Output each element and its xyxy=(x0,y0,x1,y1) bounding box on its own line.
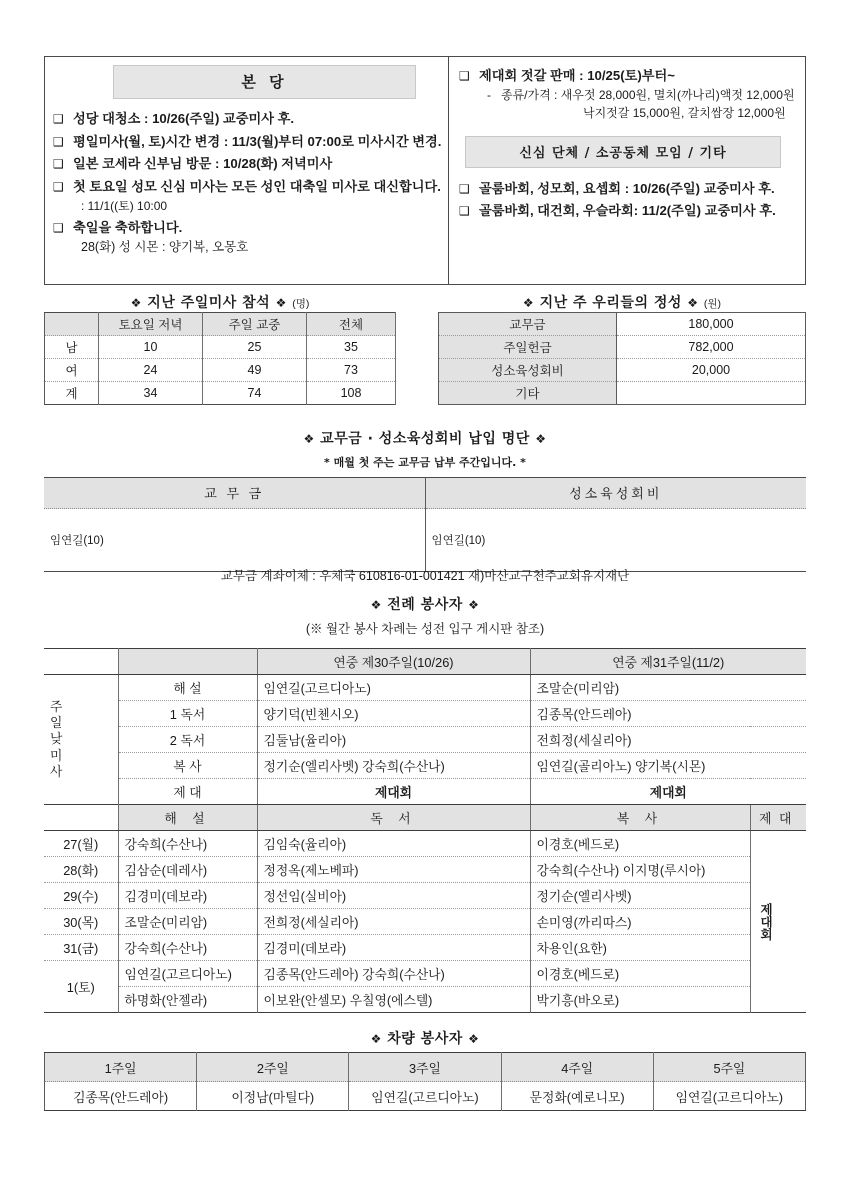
cell-value xyxy=(617,382,806,405)
cell-value: 이보완(안셀모) 우칠영(에스텔) xyxy=(257,987,530,1013)
table-row xyxy=(44,675,806,701)
label-char: 낮 xyxy=(50,731,63,747)
cell-value: 24 xyxy=(99,359,203,382)
label-char: 주 xyxy=(50,698,63,714)
car-volunteers-section xyxy=(44,1052,806,1111)
cell-value: 강숙희(수산나) 이지명(루시아) xyxy=(530,857,750,883)
date-label: 28(화) xyxy=(44,857,118,883)
parish-notice-list xyxy=(53,110,440,256)
checkbox-icon: ❑ xyxy=(459,204,470,219)
cell-value: 정선임(실비아) xyxy=(257,883,530,909)
notice-text: 골룸바회, 성모회, 요셉회 : 10/26(주일) 교중미사 후. xyxy=(479,180,775,196)
cell-value: 임연길(고르디아노) xyxy=(257,675,530,701)
table-row xyxy=(44,909,806,935)
column-header: 성소육성회비 xyxy=(425,478,806,509)
table-header-row xyxy=(45,313,396,336)
column-header: 1주일 xyxy=(45,1053,197,1082)
cell-value: 정정옥(제노베파) xyxy=(257,857,530,883)
offering-table xyxy=(438,312,806,405)
attendance-section xyxy=(44,292,396,405)
sale-detail-line-2: 낙지젓갈 15,000원, 갈치쌈장 12,000원 xyxy=(583,105,786,120)
cell-value: 정기순(엘리사벳) xyxy=(530,883,750,909)
notice-text: 평일미사(월, 토)시간 변경 : 11/3(월)부터 07:00로 미사시간 변경. xyxy=(73,133,442,149)
checkbox-icon: ❑ xyxy=(459,181,470,196)
column-header: 5주일 xyxy=(653,1053,805,1082)
notice-text: 성당 대청소 : 10/26(주일) 교중미사 후. xyxy=(73,111,295,126)
offering-unit: (원) xyxy=(703,298,722,310)
parish-notices-panel xyxy=(45,57,449,284)
row-label: 주일헌금 xyxy=(439,336,617,359)
table-row xyxy=(44,509,806,572)
table-header-row xyxy=(44,649,806,675)
cell-value: 35 xyxy=(307,336,396,359)
volunteers-subtitle: (※ 월간 봉사 차례는 성전 입구 게시판 참조) xyxy=(305,622,545,636)
groups-banner: 신심 단체 / 소공동체 모임 / 기타 xyxy=(465,136,781,168)
table-row xyxy=(45,359,396,382)
list-item xyxy=(53,155,440,174)
cell-value: 73 xyxy=(307,359,396,382)
list-item xyxy=(53,178,440,215)
cell-value: 782,000 xyxy=(617,336,806,359)
list-item xyxy=(53,133,440,152)
column-header: 4주일 xyxy=(501,1053,653,1082)
cell-value: 180,000 xyxy=(688,317,734,331)
date-label: 1(토) xyxy=(44,961,118,1013)
payment-list-subtitle: * 매월 첫 주는 교무금 납부 주간입니다. * xyxy=(324,456,526,469)
column-header: 제 대 xyxy=(750,805,806,831)
groups-notices-panel xyxy=(449,57,805,284)
table-row xyxy=(44,831,806,857)
notice-text: 첫 토요일 성모 신심 미사는 모든 성인 대축일 미사로 대신합니다. xyxy=(73,179,441,195)
table-row xyxy=(44,779,806,805)
row-label: 계 xyxy=(45,382,99,405)
volunteers-title-text: 전례 봉사자 xyxy=(387,597,463,613)
notice-text: 축일을 축하합니다. xyxy=(73,219,183,235)
column-header: 복 사 xyxy=(530,805,750,831)
cell-value: 임연길(10) xyxy=(431,535,486,547)
cell-value: 제대회 xyxy=(530,779,806,805)
checkbox-icon: ❑ xyxy=(53,157,64,172)
table-row xyxy=(439,336,806,359)
table-row xyxy=(45,382,396,405)
table-row xyxy=(44,961,806,987)
notice-subtext: 28(화) 성 시몬 : 양기복, 오몽호 xyxy=(81,239,249,254)
cell-value: 강숙희(수산나) xyxy=(118,831,257,857)
row-label: 여 xyxy=(45,359,99,382)
label-char: 사 xyxy=(50,764,63,780)
cell-value: 손미영(까리따스) xyxy=(530,909,750,935)
table-row xyxy=(439,382,806,405)
table-row xyxy=(44,987,806,1013)
payment-list-title-text: 교무금 · 성소육성회비 납입 명단 xyxy=(320,431,530,447)
diamond-icon: ❖ xyxy=(130,296,142,310)
cell-value: 임연길(고르디아노) xyxy=(118,961,257,987)
offering-section xyxy=(438,292,806,405)
role-label: 2 독서 xyxy=(118,727,257,753)
volunteers-heading xyxy=(44,594,806,637)
column-header: 전체 xyxy=(307,313,396,336)
diamond-icon: ❖ xyxy=(468,598,480,612)
diamond-icon: ❖ xyxy=(687,296,699,310)
cell-value: 전희정(세실리아) xyxy=(530,727,806,753)
cell-value: 조말순(미리암) xyxy=(118,909,257,935)
role-label: 해 설 xyxy=(118,675,257,701)
payment-list-heading xyxy=(44,428,806,470)
cell-value: 박기흥(바오로) xyxy=(530,987,750,1013)
row-label: 남 xyxy=(45,336,99,359)
label-char: 일 xyxy=(50,714,63,730)
role-label: 1 독서 xyxy=(118,701,257,727)
row-label: 성소육성회비 xyxy=(439,359,617,382)
cell-value: 김종목(안드레아) 강숙희(수산나) xyxy=(257,961,530,987)
top-notice-box xyxy=(44,56,806,285)
attendance-unit: (명) xyxy=(292,298,310,310)
notice-subtext: : 11/1((토) 10:00 xyxy=(81,198,168,213)
list-item xyxy=(459,67,797,122)
column-header: 주일 교중 xyxy=(203,313,307,336)
column-header: 연중 제31주일(11/2) xyxy=(530,649,806,675)
cell-value: 이정남(마틸다) xyxy=(197,1082,349,1111)
list-item xyxy=(53,219,440,256)
diamond-icon: ❖ xyxy=(370,1032,382,1046)
groups-notice-list xyxy=(459,180,797,221)
table-header-row xyxy=(44,478,806,509)
checkbox-icon: ❑ xyxy=(53,180,64,195)
car-volunteers-title-text: 차량 봉사자 xyxy=(387,1031,463,1047)
cell-value: 이경호(베드로) xyxy=(530,961,750,987)
cell-value: 김경미(데보라) xyxy=(118,883,257,909)
cell-value: 20,000 xyxy=(617,359,806,382)
cell-value: 차용인(요한) xyxy=(530,935,750,961)
cell-value: 정기순(엘리사벳) 강숙희(수산나) xyxy=(257,753,530,779)
cell-value: 10 xyxy=(99,336,203,359)
cell-value: 34 xyxy=(99,382,203,405)
sale-detail-line-1 xyxy=(479,86,797,104)
cell-value: 하명화(안젤라) xyxy=(118,987,257,1013)
table-row xyxy=(45,336,396,359)
column-header xyxy=(44,805,118,831)
column-header: 연중 제30주일(10/26) xyxy=(257,649,530,675)
sale-notice-list xyxy=(459,67,797,122)
car-volunteers-heading xyxy=(44,1028,806,1048)
cell-value: 김종목(안드레아) xyxy=(45,1082,197,1111)
jedae-span-text: 제대회 xyxy=(758,902,773,941)
column-header: 토요일 저녁 xyxy=(99,313,203,336)
list-item xyxy=(459,180,797,199)
payment-list-section xyxy=(44,477,806,572)
table-row xyxy=(44,753,806,779)
parish-banner: 본 당 xyxy=(113,65,416,99)
attendance-title-text: 지난 주일미사 참석 xyxy=(147,295,271,311)
cell-value: 전희정(세실리아) xyxy=(257,909,530,935)
date-label: 27(월) xyxy=(44,831,118,857)
table-row xyxy=(439,359,806,382)
cell-value: 이경호(베드로) xyxy=(530,831,750,857)
column-header xyxy=(44,649,118,675)
cell-value: 74 xyxy=(203,382,307,405)
diamond-icon: ❖ xyxy=(535,432,547,446)
volunteers-section xyxy=(44,648,806,1013)
checkbox-icon: ❑ xyxy=(459,69,470,83)
offering-title-text: 지난 주 우리들의 정성 xyxy=(539,295,682,311)
role-label: 복 사 xyxy=(118,753,257,779)
table-row xyxy=(45,1082,806,1111)
table-row xyxy=(44,935,806,961)
date-label: 29(수) xyxy=(44,883,118,909)
table-row xyxy=(44,883,806,909)
table-header-row xyxy=(45,1053,806,1082)
cell-value: 25 xyxy=(203,336,307,359)
column-header: 해 설 xyxy=(118,805,257,831)
date-label: 31(금) xyxy=(44,935,118,961)
row-label: 교무금 xyxy=(439,313,617,336)
column-header: 3주일 xyxy=(349,1053,501,1082)
checkbox-icon: ❑ xyxy=(53,112,64,126)
table-row xyxy=(439,313,806,336)
table-row xyxy=(44,701,806,727)
cell-value: 김둘남(율리아) xyxy=(257,727,530,753)
car-volunteers-table xyxy=(44,1052,806,1111)
sunday-mass-label xyxy=(44,675,118,805)
cell-value: 김경미(데보라) xyxy=(257,935,530,961)
attendance-table xyxy=(44,312,396,405)
cell-value: 임연길(10) xyxy=(44,509,425,572)
cell-value: 임연길(고르디아노) xyxy=(349,1082,501,1111)
dash-icon: - xyxy=(487,87,491,102)
diamond-icon: ❖ xyxy=(303,432,315,446)
cell-value: 제대회 xyxy=(257,779,530,805)
table-row xyxy=(44,727,806,753)
column-header xyxy=(118,649,257,675)
notice-text: 일본 코세라 신부님 방문 : 10/28(화) 저녁미사 xyxy=(73,156,333,172)
label-char: 미 xyxy=(50,747,63,763)
table-row xyxy=(44,857,806,883)
payment-list-title xyxy=(44,428,806,448)
cell-value: 김종목(안드레아) xyxy=(530,701,806,727)
checkbox-icon: ❑ xyxy=(53,220,64,235)
cell-value: 조말순(미리암) xyxy=(530,675,806,701)
column-header: 독 서 xyxy=(257,805,530,831)
column-header xyxy=(45,313,99,336)
notice-text: 골룸바회, 대건회, 우슬라회: 11/2(주일) 교중미사 후. xyxy=(479,203,776,219)
column-header: 교 무 금 xyxy=(44,478,425,509)
cell-value: 문정화(예로니모) xyxy=(501,1082,653,1111)
cell-value: 108 xyxy=(307,382,396,405)
cell-value: 임연길(고르디아노) xyxy=(675,1089,784,1105)
row-label: 기타 xyxy=(439,382,617,405)
cell-value: 49 xyxy=(203,359,307,382)
diamond-icon: ❖ xyxy=(468,1032,480,1046)
list-item xyxy=(459,202,797,221)
cell-value: 김임숙(율리아) xyxy=(257,831,530,857)
sale-detail-text-1: 종류/가격 : 새우젓 28,000원, 멸치(까나리)액젓 12,000원 xyxy=(501,87,795,102)
attendance-title xyxy=(44,292,396,312)
sale-title: 제대회 젓갈 판매 : 10/25(토)부터~ xyxy=(479,68,675,83)
cell-value: 양기덕(빈첸시오) xyxy=(257,701,530,727)
volunteers-table xyxy=(44,648,806,1013)
cell-value: 김삼순(데레사) xyxy=(118,857,257,883)
payment-list-table xyxy=(44,477,806,572)
volunteers-title xyxy=(44,594,806,614)
diamond-icon: ❖ xyxy=(370,598,382,612)
cell-value: 강숙희(수산나) xyxy=(118,935,257,961)
jedae-span-cell xyxy=(750,831,806,1013)
list-item xyxy=(53,110,440,129)
column-header: 2주일 xyxy=(197,1053,349,1082)
date-label: 30(목) xyxy=(44,909,118,935)
account-transfer-line: 교무금 계좌이체 : 우체국 610816-01-001421 재)마산교구천주교회유지재단 xyxy=(220,569,630,583)
diamond-icon: ❖ xyxy=(275,296,287,310)
role-label: 제 대 xyxy=(118,779,257,805)
cell-value: 임연길(골리아노) 양기복(시몬) xyxy=(530,753,806,779)
offering-title xyxy=(438,292,806,312)
checkbox-icon: ❑ xyxy=(53,134,64,149)
table-header-row xyxy=(44,805,806,831)
diamond-icon: ❖ xyxy=(522,296,535,310)
car-volunteers-title xyxy=(44,1028,806,1048)
